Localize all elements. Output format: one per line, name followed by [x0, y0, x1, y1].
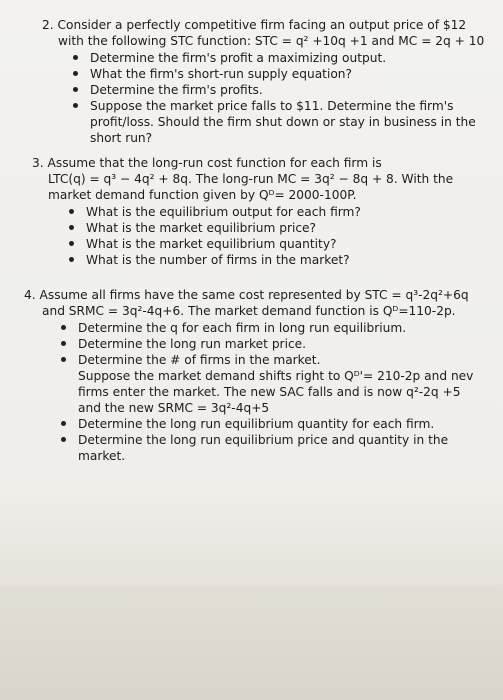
question-2-bullet: Determine the firm's profits.: [90, 82, 476, 98]
bullet-dot-icon: [61, 437, 66, 442]
bullet-dot-icon: [73, 103, 78, 108]
bullet-dot-icon: [61, 325, 66, 330]
question-4-line-2: and SRMC = 3q²-4q+6. The market demand function is Qᴰ=110-2p.: [42, 304, 456, 318]
question-2-bullet: Suppose the market price falls to $11. Determine the firm's profit/loss. Should the firm shut down or stay in business in the short run?: [90, 98, 476, 146]
question-3-bullet: What is the market equilibrium quantity?: [86, 236, 361, 252]
question-2-bullet: Determine the firm's profit a maximizing output.: [90, 50, 476, 66]
bullet-dot-icon: [61, 357, 66, 362]
question-2-line-1: 2. Consider a perfectly competitive firm facing an output price of $12: [42, 18, 467, 32]
question-4-bullet: Determine the long run equilibrium price and quantity in the market.: [78, 432, 473, 464]
bullet-dot-icon: [73, 87, 78, 92]
question-4-bullet: Determine the q for each firm in long run equilibrium.: [78, 320, 473, 336]
question-4-line-1: 4. Assume all firms have the same cost represented by STC = q³-2q²+6q: [24, 288, 469, 302]
bullet-dot-icon: [73, 55, 78, 60]
question-3-line-1: 3. Assume that the long-run cost function for each firm is: [32, 156, 382, 170]
bullet-dot-icon: [69, 257, 74, 262]
question-2-bullets: [90, 50, 476, 146]
bullet-dot-icon: [69, 225, 74, 230]
question-3-bullets: [86, 204, 361, 268]
bullet-dot-icon: [73, 71, 78, 76]
question-2-line-2: with the following STC function: STC = q² +10q +1 and MC = 2q + 10: [58, 34, 485, 48]
question-2-bullet: What the firm's short-run supply equation?: [90, 66, 476, 82]
bullet-dot-icon: [61, 421, 66, 426]
question-4-bullet: Determine the long run equilibrium quantity for each firm.: [78, 416, 473, 432]
bullet-dot-icon: [69, 241, 74, 246]
question-3-line-3: market demand function given by Qᴰ= 2000-100P.: [48, 188, 357, 202]
question-4-bullet: Determine the # of firms in the market. Suppose the market demand shifts right to Qᴰ'= 210-2p and nev firms enter the market. The new SAC falls and is now q²-2q +5 and the new SRMC = 3q²-4q+5: [78, 352, 473, 416]
question-3-line-2: LTC(q) = q³ − 4q² + 8q. The long-run MC = 3q² − 8q + 8. With the: [48, 172, 454, 186]
question-4-bullet: Determine the long run market price.: [78, 336, 473, 352]
question-4-bullets: [78, 320, 473, 464]
bullet-dot-icon: [69, 209, 74, 214]
question-3-bullet: What is the number of firms in the market?: [86, 252, 361, 268]
question-3-bullet: What is the market equilibrium price?: [86, 220, 361, 236]
question-3-bullet: What is the equilibrium output for each firm?: [86, 204, 361, 220]
lower-page-shadow: [0, 585, 503, 700]
bullet-dot-icon: [61, 341, 66, 346]
